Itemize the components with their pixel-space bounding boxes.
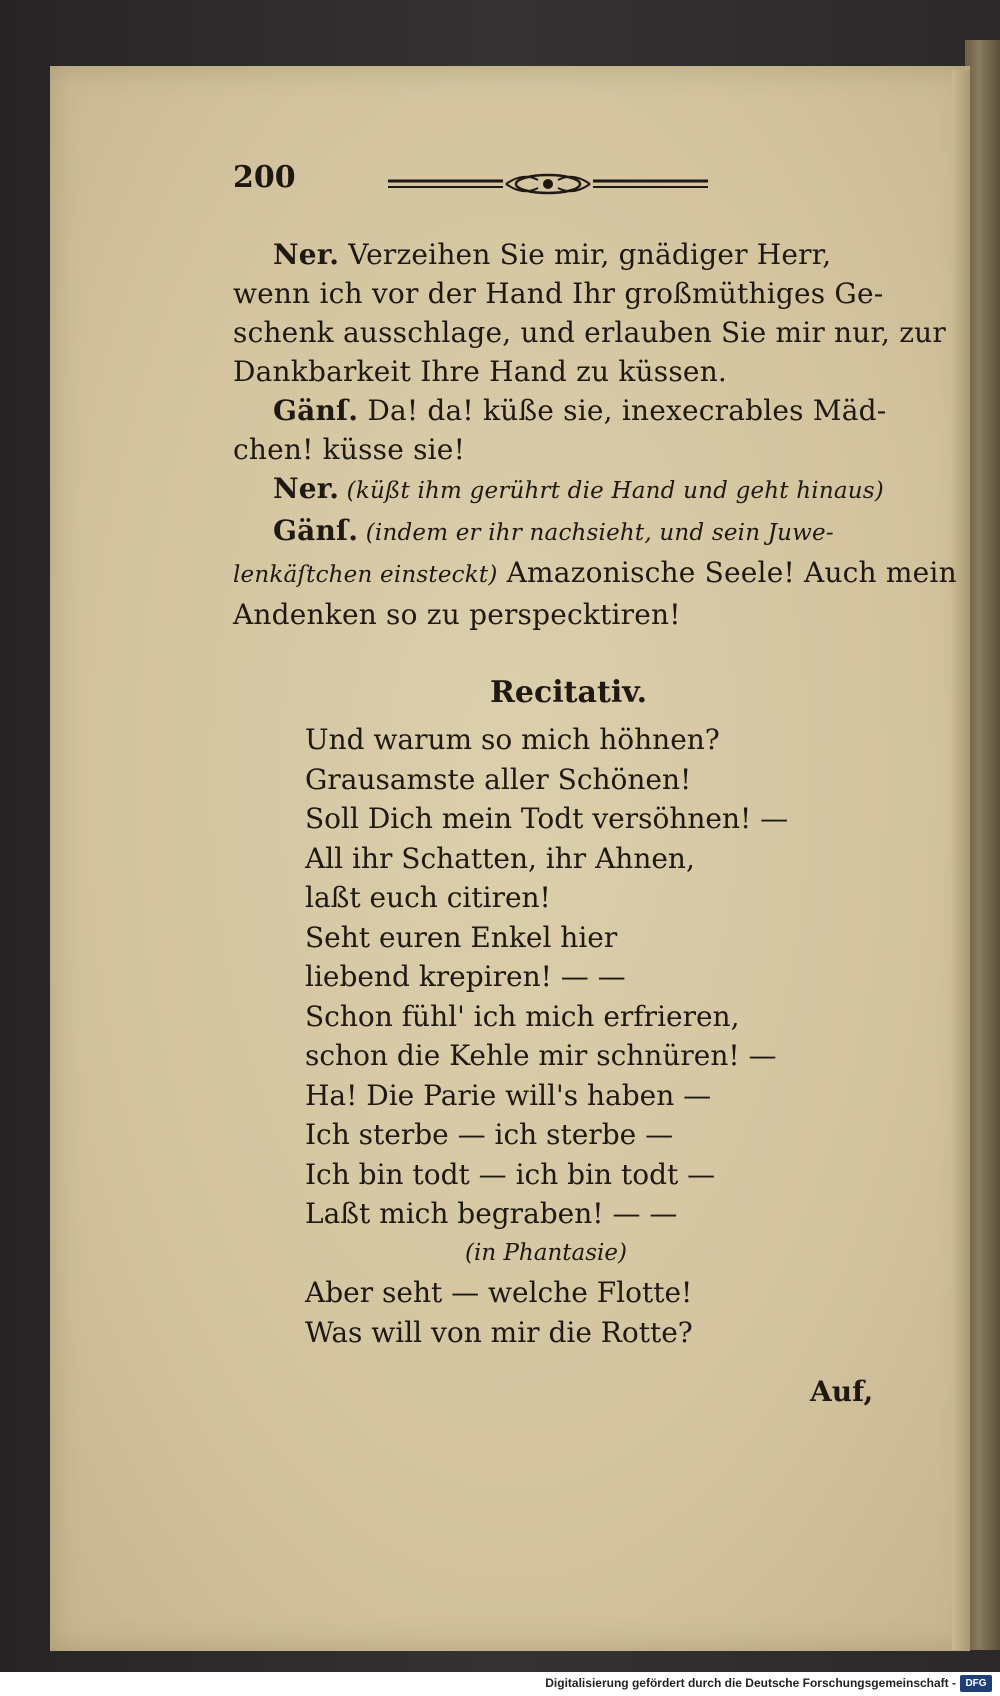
speaker-name: Ner. <box>273 472 340 505</box>
verse-line: Laßt mich begraben! — — <box>305 1197 678 1230</box>
verse-line: Und warum so mich höhnen? <box>305 723 720 756</box>
verse-line: Grausamste aller Schönen! <box>305 762 692 796</box>
verse-line: laßt euch citiren! <box>305 881 551 914</box>
dialogue-text: Amazonische Seele! Auch mein <box>497 556 957 589</box>
paragraph-2 <box>233 391 887 469</box>
verse-line: Schon fühl' ich mich erfrieren, <box>305 999 740 1033</box>
dfg-logo: DFG <box>960 1675 992 1692</box>
text-line <box>233 469 884 511</box>
verse-line: Aber seht — welche Flotte! <box>305 1276 693 1309</box>
verse-line: Ha! Die Parie will's haben — <box>305 1078 712 1112</box>
page-edge <box>952 70 970 1650</box>
digitization-footer <box>0 1672 1000 1696</box>
speaker-name: Gänſ. <box>273 394 359 427</box>
stage-direction: (küßt ihm gerührt die Hand und geht hinaus) <box>339 478 884 504</box>
text-line <box>233 391 887 430</box>
stage-direction: (indem er ihr nachsieht, und sein Juwe- <box>358 520 834 546</box>
stage-direction: lenkäſtchen einsteckt) <box>233 562 498 588</box>
text-line: Andenken so zu perspecktiren! <box>233 598 681 631</box>
text-line <box>233 235 873 274</box>
speaker-name: Gänſ. <box>273 514 359 547</box>
text-line: Dankbarkeit Ihre Hand zu küssen. <box>233 355 728 388</box>
recitativ-verse <box>305 720 865 1352</box>
recitativ-title: Recitativ. <box>490 675 648 710</box>
catchword: Auf, <box>810 1375 874 1408</box>
verse-line: schon die Kehle mir schnüren! — <box>305 1039 777 1072</box>
speaker-name: Ner. <box>273 238 340 271</box>
dialogue-text: Verzeihen Sie mir, gnädiger Herr, <box>339 238 832 271</box>
verse-line: Seht euren Enkel hier <box>305 920 618 954</box>
verse-line: Was will von mir die Rotte? <box>305 1315 693 1349</box>
verse-line: liebend krepiren! — — <box>305 960 626 993</box>
stage-direction: (in Phantasie) <box>465 1239 627 1266</box>
text-line <box>233 553 957 595</box>
verse-line: All ihr Schatten, ihr Ahnen, <box>305 841 695 875</box>
book-spine <box>965 40 1000 1650</box>
header-ornament <box>388 170 708 200</box>
text-line: chen! küsse sie! <box>233 433 466 466</box>
verse-line: Soll Dich mein Todt versöhnen! — <box>305 802 789 835</box>
text-line: schenk ausschlage, und erlauben Sie mir nur, zur <box>233 316 946 349</box>
page-header <box>233 160 713 210</box>
verse-line: Ich bin todt — ich bin todt — <box>305 1157 716 1191</box>
dialogue-text: Da! da! küße sie, inexecrables Mäd- <box>358 394 887 427</box>
text-line <box>233 511 873 553</box>
verse-line: Ich sterbe — ich sterbe — <box>305 1118 674 1151</box>
prose-block <box>233 235 957 634</box>
paragraph-4 <box>233 511 957 634</box>
paragraph-1 <box>233 235 946 391</box>
text-line: wenn ich vor der Hand Ihr großmüthiges Ge- <box>233 277 884 310</box>
footer-credit: Digitalisierung gefördert durch die Deutsche Forschungsgemeinschaft - <box>545 1676 956 1690</box>
page-number: 200 <box>233 160 296 195</box>
paragraph-3 <box>233 469 884 511</box>
